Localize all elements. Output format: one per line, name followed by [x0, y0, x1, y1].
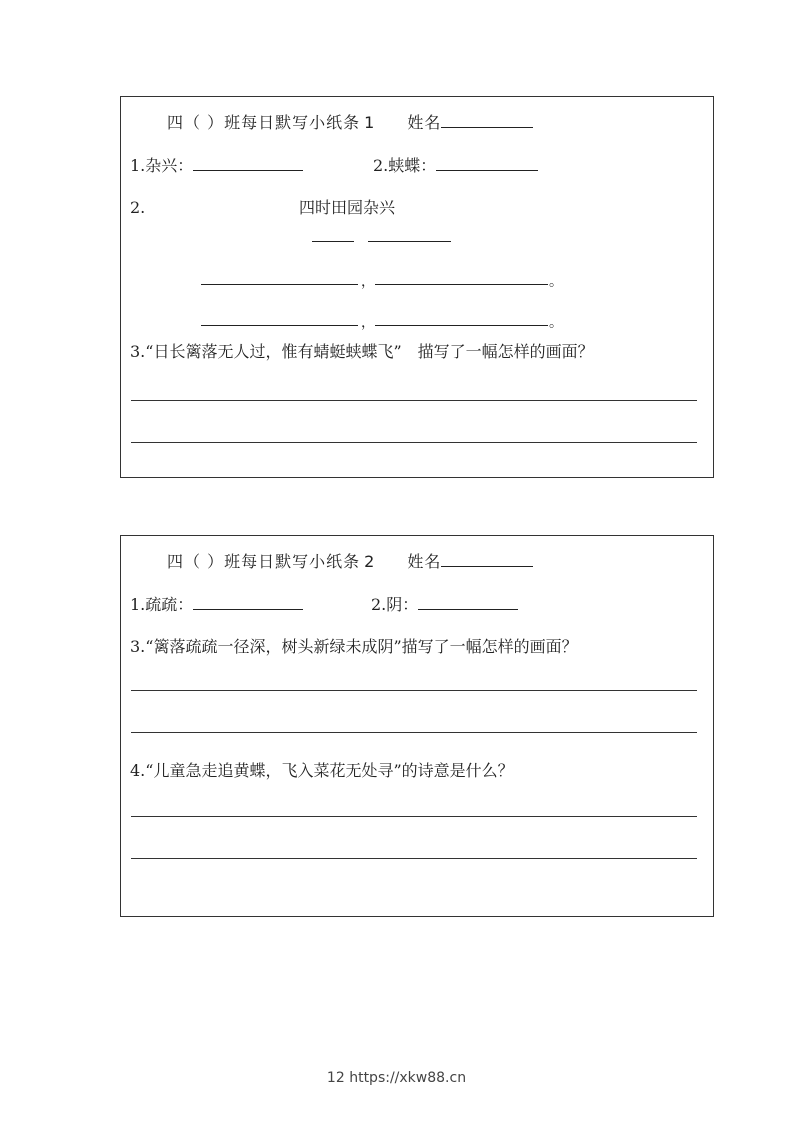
answer-line-2[interactable]: [131, 732, 697, 733]
slip-title: [167, 113, 533, 133]
answer-line-1[interactable]: [131, 400, 697, 401]
vocab-question-2: [373, 156, 538, 176]
period: 。: [549, 315, 563, 331]
poem-line-4-blank[interactable]: [375, 325, 548, 326]
page-number: 12: [326, 1070, 345, 1086]
vocab-label-2: 2.阴：: [371, 595, 419, 614]
vocab-label-1: 1.疏疏：: [130, 595, 194, 614]
poem-line-2-blank[interactable]: [375, 284, 548, 285]
meaning-question: 4.“儿童急走追黄蝶，飞入菜花无处寻”的诗意是什么？: [130, 761, 514, 780]
dictation-slip-1: [120, 96, 714, 478]
slip-number: 2: [364, 552, 376, 571]
vocab-question-1: [130, 156, 303, 176]
slip-number: 1: [364, 113, 376, 132]
vocab-question-2: [371, 595, 518, 615]
slip-title-text: 四（ ）班每日默写小纸条: [167, 113, 361, 132]
author-blank[interactable]: [368, 241, 451, 242]
answer-line-2[interactable]: [131, 442, 697, 443]
answer-line-1[interactable]: [131, 690, 697, 691]
picture-question: 3.“日长篱落无人过，惟有蜻蜓蛱蝶飞” 描写了一幅怎样的画面？: [130, 342, 594, 361]
page-footer: [0, 1070, 793, 1086]
answer-line-4[interactable]: [131, 858, 697, 859]
name-blank[interactable]: [441, 552, 533, 567]
vocab-blank-2[interactable]: [436, 156, 538, 171]
name-label: 姓名: [407, 113, 442, 132]
poem-question-number: 2.: [130, 198, 146, 217]
name-blank[interactable]: [441, 113, 533, 128]
dynasty-blank[interactable]: [312, 241, 354, 242]
vocab-blank-2[interactable]: [418, 595, 518, 610]
vocab-blank-1[interactable]: [193, 595, 303, 610]
vocab-label-2: 2.蛱蝶：: [373, 156, 437, 175]
vocab-blank-1[interactable]: [193, 156, 303, 171]
period: 。: [549, 274, 563, 290]
name-label: 姓名: [407, 552, 442, 571]
slip-title: [167, 552, 533, 572]
vocab-question-1: [130, 595, 303, 615]
source-url: https://xkw88.cn: [349, 1070, 467, 1086]
comma: ，: [361, 315, 375, 331]
slip-title-text: 四（ ）班每日默写小纸条: [167, 552, 361, 571]
dictation-slip-2: [120, 535, 714, 917]
answer-line-3[interactable]: [131, 816, 697, 817]
poem-line-1-blank[interactable]: [201, 284, 358, 285]
vocab-label-1: 1.杂兴：: [130, 156, 194, 175]
picture-question: 3.“篱落疏疏一径深，树头新绿未成阴”描写了一幅怎样的画面？: [130, 637, 578, 656]
comma: ，: [361, 274, 375, 290]
poem-line-3-blank[interactable]: [201, 325, 358, 326]
poem-title: 四时田园杂兴: [299, 198, 396, 217]
